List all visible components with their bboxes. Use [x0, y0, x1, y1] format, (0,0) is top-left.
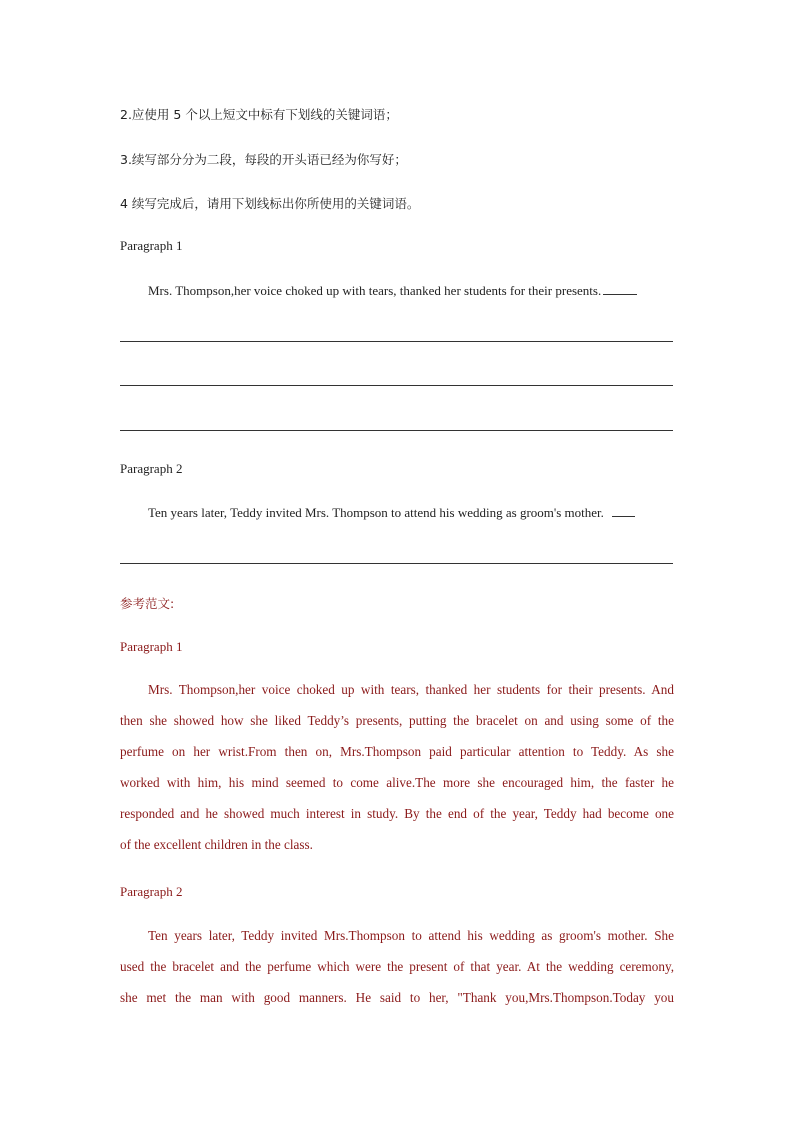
writing-blank-inline[interactable] — [612, 515, 635, 517]
writing-blank-inline[interactable] — [603, 293, 637, 295]
task-paragraph-1-opening: Mrs. Thompson,her voice choked up with tears, thanked her students for their presents. — [148, 283, 602, 298]
sample-paragraph-1-line: responded and he showed much interest in study. By the end of the year, Teddy had become one — [120, 806, 674, 821]
task-paragraph-2-opening: Ten years later, Teddy invited Mrs. Thompson to attend his wedding as groom's mother. — [148, 505, 604, 520]
task-paragraph-2-opening-line — [148, 505, 635, 521]
task-paragraph-1-label: Paragraph 1 — [120, 238, 183, 253]
sample-paragraph-2 — [120, 920, 674, 1013]
task-paragraph-2-label: Paragraph 2 — [120, 461, 183, 476]
instruction-rule-2: 2.应使用 5 个以上短文中标有下划线的关键词语； — [120, 107, 398, 122]
task-paragraph-1-opening-line — [148, 283, 637, 299]
sample-paragraph-1-line: then she showed how she liked Teddy’s presents, putting the bracelet on and using some of the — [120, 713, 674, 728]
writing-rule-line[interactable] — [120, 341, 673, 342]
sample-paragraph-1-line: Mrs. Thompson,her voice choked up with tears, thanked her students for their presents. And — [148, 682, 674, 697]
instruction-rule-3: 3.续写部分分为二段，每段的开头语已经为你写好； — [120, 152, 407, 167]
sample-paragraph-2-line: used the bracelet and the perfume which were the present of that year. At the wedding ceremony, — [120, 959, 674, 974]
sample-paragraph-1-line: of the excellent children in the class. — [120, 837, 313, 852]
sample-paragraph-1 — [120, 674, 674, 860]
sample-paragraph-2-line: Ten years later, Teddy invited Mrs.Thompson to attend his wedding as groom's mother. She — [148, 928, 674, 943]
writing-rule-line[interactable] — [120, 430, 673, 431]
writing-rule-line[interactable] — [120, 385, 673, 386]
writing-rule-line[interactable] — [120, 563, 673, 564]
sample-paragraph-1-line: worked with him, his mind seemed to come alive.The more she encouraged him, the faster he — [120, 775, 674, 790]
sample-paragraph-2-label: Paragraph 2 — [120, 884, 183, 899]
sample-paragraph-1-line: perfume on her wrist.From then on, Mrs.Thompson paid particular attention to Teddy. As she — [120, 744, 674, 759]
sample-essay-heading: 参考范文: — [120, 596, 175, 611]
sample-paragraph-1-label: Paragraph 1 — [120, 639, 183, 654]
instruction-rule-4: 4 续写完成后，请用下划线标出你所使用的关键词语。 — [120, 196, 420, 211]
sample-paragraph-2-line: she met the man with good manners. He said to her, "Thank you,Mrs.Thompson.Today you — [120, 990, 674, 1005]
